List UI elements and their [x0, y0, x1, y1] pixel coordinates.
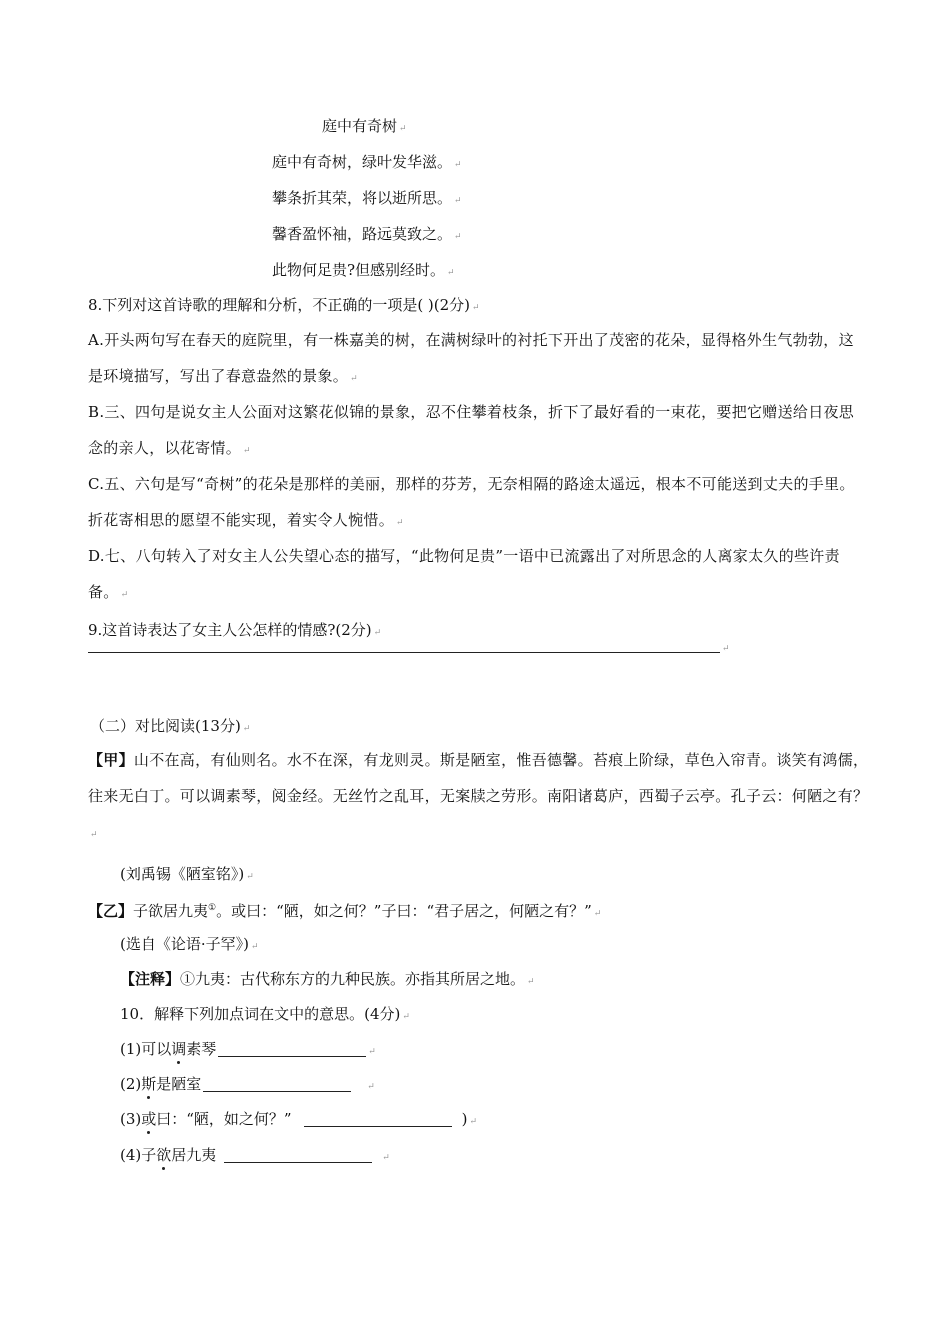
question-10-item-4: (4)子欲居九夷 ↵	[120, 1146, 390, 1164]
answer-blank-3[interactable]	[304, 1110, 452, 1127]
dotted-character: 欲	[156, 1146, 172, 1164]
question-8-stem: 8.下列对这首诗歌的理解和分析，不正确的一项是( )(2分) ↵	[88, 296, 480, 314]
answer-blank-2[interactable]	[203, 1075, 351, 1092]
question-10-item-3: (3)或曰：“陋，如之何？” ) ↵	[120, 1110, 478, 1128]
passage-yi-source: (选自《论语·子罕》) ↵	[120, 935, 259, 953]
answer-blank-1[interactable]	[218, 1040, 366, 1057]
question-8-option-a: A.开头两句写在春天的庭院里，有一株嘉美的树，在满树绿叶的衬托下开出了茂密的花朵，显得格外生气勃勃，这是环境描写，写出了春意盎然的景象。 ↵	[88, 331, 854, 385]
question-8-option-b: B.三、四句是说女主人公面对这繁花似锦的景象，忍不住攀着枝条，折下了最好看的一束花，要把它赠送给日夜思念的亲人，以花寄情。 ↵	[88, 403, 855, 457]
dotted-character: 或	[141, 1110, 157, 1128]
poem-line: 此物何足贵?但感别经时。 ↵	[272, 261, 455, 279]
dotted-character: 调	[171, 1040, 187, 1058]
poem-line: 馨香盈怀袖，路远莫致之。 ↵	[272, 225, 462, 243]
question-8-option-d: D.七、八句转入了对女主人公失望心态的描写，“此物何足贵”一语中已流露出了对所思念的人离家太久的些许责备。 ↵	[88, 547, 840, 601]
passage-yi: 【乙】子欲居九夷①。或曰：“陋，如之何？”子曰：“君子居之，何陋之有？” ↵	[88, 902, 602, 920]
passage-jia: 【甲】山不在高，有仙则名。水不在深，有龙则灵。斯是陋室，惟吾德馨。苔痕上阶绿，草色入帘青。谈笑有鸿儒，往来无白丁。可以调素琴，阅金经。无丝竹之乱耳，无案牍之劳形。南阳诸葛庐，西蜀子云亭。孔子云：何陋之有？↵	[88, 751, 869, 840]
poem-line: 攀条折其荣，将以逝所思。 ↵	[272, 189, 462, 207]
section-2-heading: （二）对比阅读(13分) ↵	[90, 717, 251, 735]
poem-line: 庭中有奇树，绿叶发华滋。 ↵	[272, 153, 462, 171]
passage-jia-source: (刘禹锡《陋室铭》) ↵	[120, 865, 254, 883]
poem-title: 庭中有奇树 ↵	[322, 117, 407, 135]
question-9-answer-line[interactable]	[88, 652, 720, 653]
question-9-stem: 9.这首诗表达了女主人公怎样的情感?(2分) ↵	[88, 621, 382, 639]
question-10-item-2: (2)斯是陋室 ↵	[120, 1075, 375, 1093]
dotted-character: 斯	[141, 1075, 157, 1093]
paragraph-mark: ↵	[722, 644, 730, 654]
annotation: 【注释】①九夷：古代称东方的九种民族。亦指其所居之地。 ↵	[120, 970, 535, 988]
answer-blank-4[interactable]	[224, 1146, 372, 1163]
question-8-option-c: C.五、六句是写“奇树”的花朵是那样的美丽，那样的芬芳，无奈相隔的路途太遥远，根本不可能送到丈夫的手里。折花寄相思的愿望不能实现，着实令人惋惜。 ↵	[88, 475, 855, 529]
question-10-stem: 10．解释下列加点词在文中的意思。(4分) ↵	[120, 1005, 410, 1023]
question-10-item-1: (1)可以调素琴 ↵	[120, 1040, 376, 1058]
